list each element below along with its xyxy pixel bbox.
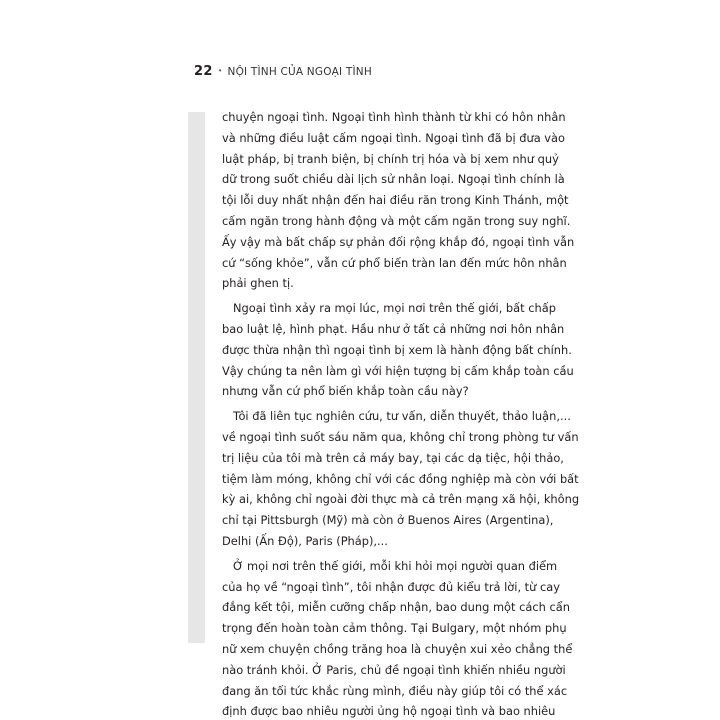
text-line: đắng kết tội, miễn cưỡng chấp nhận, bao dung một cách cẩn bbox=[222, 600, 570, 615]
text-line: tội lỗi duy nhất nhận đến hai điều răn trong Kinh Thánh, một bbox=[222, 193, 569, 208]
text-line: nhưng vẫn cứ phổ biến khắp toàn cầu này? bbox=[222, 384, 469, 399]
text-line: về ngoại tình suốt sáu năm qua, không chỉ trong phòng tư vấn bbox=[222, 429, 579, 444]
text-line: Ấy vậy mà bất chấp sự phản đối rộng khắp đó, ngoại tình vẫn bbox=[222, 234, 575, 249]
text-line: Ở mọi nơi trên thế giới, mỗi khi hỏi mọi người quan điểm bbox=[233, 558, 558, 573]
text-line: đang ăn tối tức khắc rùng mình, điều này giúp tôi có thể xác bbox=[222, 683, 568, 698]
text-line: chỉ tại Pittsburgh (Mỹ) mà còn ở Buenos Aires (Argentina), bbox=[222, 513, 554, 528]
paragraph-4 bbox=[222, 556, 573, 720]
text-line: được thừa nhận thì ngoại tình bị xem là hành động bất chính. bbox=[222, 342, 572, 357]
text-line: Ngoại tình xảy ra mọi lúc, mọi nơi trên thế giới, bất chấp bbox=[233, 301, 556, 316]
text-line: Delhi (Ấn Độ), Paris (Pháp),... bbox=[222, 533, 388, 548]
text-line: cứ “sống khỏe”, vẫn cứ phổ biến tràn lan đến mức hôn nhân bbox=[222, 255, 567, 270]
text-line: dữ trong suốt chiều dài lịch sử nhân loại. Ngoại tình chính là bbox=[222, 172, 565, 187]
paragraph-3 bbox=[222, 406, 580, 552]
text-line: cấm ngăn trong hành động và một cấm ngăn trong suy nghĩ. bbox=[222, 213, 571, 228]
text-line: nào tránh khỏi. Ở Paris, chủ đề ngoại tình khiến nhiều người bbox=[222, 662, 566, 677]
text-line: luật pháp, bị tranh biện, bị chính trị hóa và bị xem như quỷ bbox=[222, 151, 559, 166]
page-number: 22 bbox=[194, 64, 213, 79]
text-line: kỳ ai, không chỉ ngoài đời thực mà cả trên mạng xã hội, không bbox=[222, 492, 580, 507]
body-text bbox=[222, 107, 580, 720]
text-line: trọng đến hoàn toàn cảm thông. Tại Bulgary, một nhóm phụ bbox=[222, 621, 567, 636]
page-header bbox=[194, 64, 372, 82]
text-line: phải ghen tị. bbox=[222, 276, 294, 291]
text-line: trị liệu của tôi mà trên cả máy bay, tại các dạ tiệc, hội thảo, bbox=[222, 450, 564, 465]
text-line: tiệm làm móng, không chỉ với các đồng nghiệp mà còn với bất bbox=[222, 471, 579, 486]
text-line: Vậy chúng ta nên làm gì với hiện tượng bị cấm khắp toàn cầu bbox=[222, 363, 574, 378]
running-title: NỘI TÌNH CỦA NGOẠI TÌNH bbox=[227, 66, 372, 78]
paragraph-1 bbox=[222, 107, 575, 294]
text-line: của họ về “ngoại tình”, tôi nhận được đủ kiểu trả lời, từ cay bbox=[222, 579, 560, 594]
paragraph-2 bbox=[222, 298, 574, 402]
text-line: định được bao nhiêu người ủng hộ ngoại tình và bao nhiêu bbox=[222, 704, 556, 719]
text-line: nữ xem chuyện chồng trăng hoa là chuyện xui xẻo chẳng thể bbox=[222, 641, 573, 656]
text-line: bao luật lệ, hình phạt. Hầu như ở tất cả những nơi hôn nhân bbox=[222, 321, 565, 336]
decorative-side-bar bbox=[188, 112, 205, 643]
text-line: chuyện ngoại tình. Ngoại tình hình thành từ khi có hôn nhân bbox=[222, 110, 566, 124]
text-line: Tôi đã liên tục nghiên cứu, tư vấn, diễn thuyết, thảo luận,... bbox=[233, 409, 571, 424]
text-line: và những điều luật cấm ngoại tình. Ngoại tình đã bị đưa vào bbox=[222, 130, 565, 145]
header-separator-dot: • bbox=[218, 66, 222, 75]
